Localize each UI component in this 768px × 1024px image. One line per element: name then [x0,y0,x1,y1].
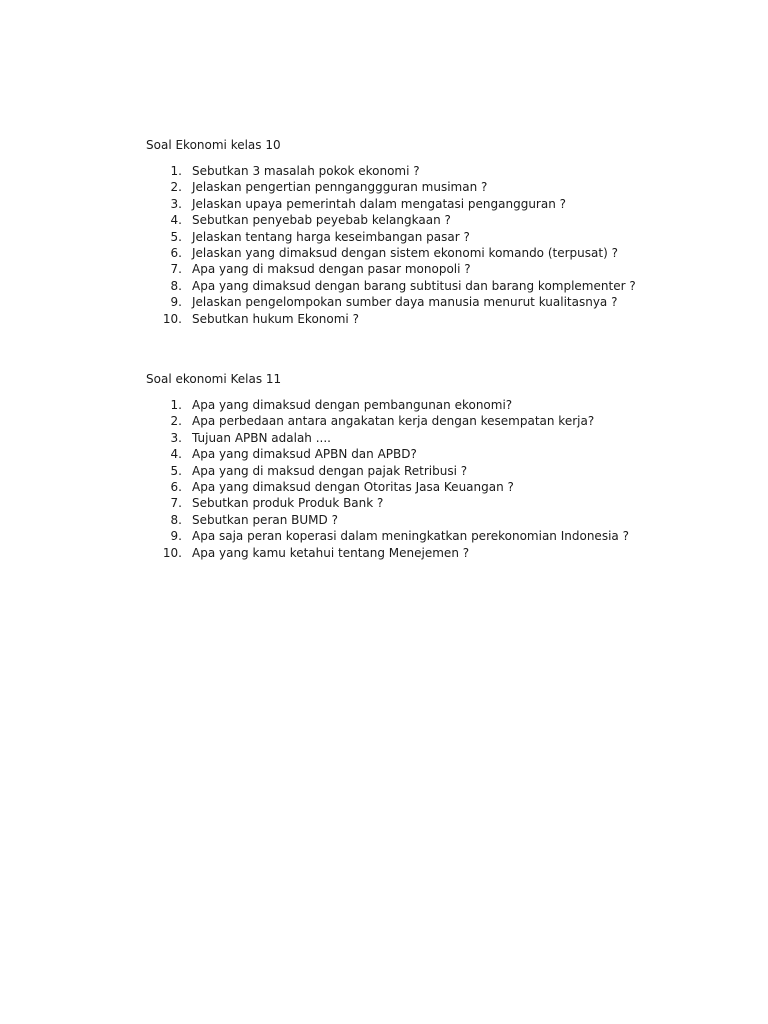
question-number: 3. [170,430,182,445]
question-text: Apa yang dimaksud APBN dan APBD? [192,447,417,462]
question-number: 5. [170,463,182,478]
question-text: Jelaskan pengelompokan sumber daya manusia menurut kualitasnya ? [192,295,618,310]
question-number: 6. [170,245,182,260]
question-item [146,446,746,462]
question-text: Apa saja peran koperasi dalam meningkatkan perekonomian Indonesia ? [192,529,629,544]
question-number: 6. [170,479,182,494]
question-item [146,397,746,413]
question-text: Sebutkan penyebab peyebab kelangkaan ? [192,213,451,228]
question-number: 3. [170,196,182,211]
section-title: Soal Ekonomi kelas 10 [146,138,281,152]
question-number: 10. [162,311,182,326]
question-number: 4. [170,213,182,228]
question-number: 1. [170,398,182,412]
question-number: 2. [170,180,182,195]
question-item [146,212,746,228]
question-text: Apa yang dimaksud dengan pembangunan ekonomi? [192,398,513,412]
question-text: Jelaskan pengertian pennganggguran musiman ? [192,180,488,195]
question-item [146,294,746,310]
question-item [146,545,746,561]
question-number: 8. [170,512,182,527]
section-kelas-10 [146,137,746,327]
section-kelas-11 [146,371,746,561]
question-item [146,261,746,277]
question-list [146,163,746,327]
question-item [146,179,746,195]
question-number: 1. [170,164,182,178]
question-item [146,311,746,327]
question-number: 2. [170,414,182,429]
question-number: 9. [170,529,182,544]
question-text: Apa perbedaan antara angakatan kerja dengan kesempatan kerja? [192,414,595,429]
question-item [146,196,746,212]
question-number: 4. [170,447,182,462]
question-item [146,430,746,446]
question-item [146,229,746,245]
question-text: Sebutkan hukum Ekonomi ? [192,311,359,326]
question-item [146,413,746,429]
question-text: Jelaskan tentang harga keseimbangan pasar ? [192,229,470,244]
question-number: 8. [170,278,182,293]
question-text: Apa yang dimaksud dengan barang subtitusi dan barang komplementer ? [192,278,636,293]
question-text: Sebutkan peran BUMD ? [192,512,338,527]
question-text: Jelaskan upaya pemerintah dalam mengatasi pengangguran ? [192,196,567,211]
question-item [146,495,746,511]
question-item [146,463,746,479]
question-number: 7. [170,262,182,277]
question-item [146,512,746,528]
question-text: Apa yang di maksud dengan pajak Retribusi ? [192,463,468,478]
question-text: Sebutkan 3 masalah pokok ekonomi ? [192,164,420,178]
question-text: Jelaskan yang dimaksud dengan sistem ekonomi komando (terpusat) ? [192,245,618,260]
question-text: Apa yang kamu ketahui tentang Menejemen ? [192,545,470,560]
question-item [146,528,746,544]
question-list [146,397,746,561]
question-number: 7. [170,496,182,511]
question-text: Sebutkan produk Produk Bank ? [192,496,384,511]
question-number: 10. [162,545,182,560]
question-number: 5. [170,229,182,244]
section-title: Soal ekonomi Kelas 11 [146,372,282,386]
question-text: Tujuan APBN adalah .... [192,430,331,445]
question-item [146,278,746,294]
question-item [146,479,746,495]
question-text: Apa yang dimaksud dengan Otoritas Jasa Keuangan ? [192,479,514,494]
question-item [146,245,746,261]
question-text: Apa yang di maksud dengan pasar monopoli ? [192,262,471,277]
question-number: 9. [170,295,182,310]
question-item [146,163,746,179]
